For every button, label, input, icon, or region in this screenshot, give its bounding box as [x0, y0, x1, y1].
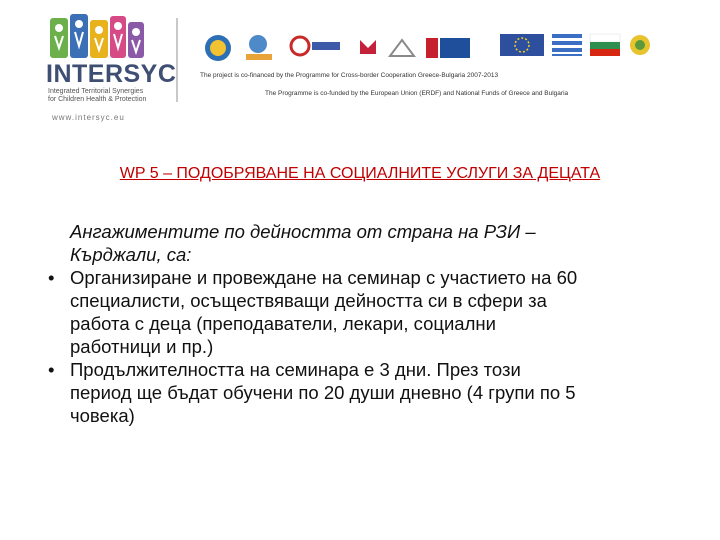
bullet-2-line-1: Продължителността на семинара е 3 дни. През този — [70, 359, 521, 380]
intro-line-2: Кърджали, са: — [70, 244, 192, 265]
programme-line-1: The project is co-financed by the Programme for Cross-border Cooperation Greece-Bulgaria 2007-2013 — [200, 72, 499, 79]
eu-flag-icon — [500, 34, 544, 56]
header-divider — [176, 18, 178, 102]
bulgaria-flag-icon — [590, 34, 620, 56]
bullet-2-line-2: период ще бъдат обучени по 20 души дневно (4 групи по 5 — [70, 382, 576, 403]
bullet-1-line-2: специалисти, осъществяващи дейността си в сфери за — [70, 290, 547, 311]
intro-text — [70, 220, 688, 266]
children-figures-icon — [48, 12, 146, 60]
intro-line-1: Ангажиментите по дейността от страна на РЗИ – — [70, 221, 536, 242]
partner-logo-2-icon — [246, 35, 272, 60]
partner-logo-5-icon — [390, 40, 414, 56]
header-banner — [0, 0, 660, 132]
logo-tagline: Integrated Territorial Synergies for Children Health & Protection — [48, 88, 147, 103]
bullet-2-line-3: човека) — [70, 405, 135, 426]
bullet-item-2 — [48, 358, 688, 427]
slide-body — [48, 220, 688, 427]
bullet-1-line-1: Организиране и провеждане на семинар с участието на 60 — [70, 267, 578, 288]
bullet-icon: • — [48, 267, 55, 288]
bullet-1-line-4: работници и пр.) — [70, 336, 214, 357]
logo-url: www.intersyc.eu — [52, 113, 125, 122]
partner-logos-strip — [200, 26, 660, 72]
bullet-item-1 — [48, 266, 688, 358]
partner-logo-4-icon — [360, 40, 376, 54]
programme-line-2: The Programme is co-funded by the European Union (ERDF) and National Funds of Greece and Bulgaria — [265, 90, 569, 97]
partner-logo-6-icon — [426, 38, 470, 58]
bullet-1-line-3: работа с деца (преподаватели, лекари, социални — [70, 313, 496, 334]
slide-title: WP 5 – ПОДОБРЯВАНЕ НА СОЦИАЛНИТЕ УСЛУГИ ЗА ДЕЦАТА — [119, 165, 601, 182]
partner-logo-1-icon — [205, 35, 231, 61]
intersyc-logo — [38, 8, 177, 124]
logo-wordmark: INTERSYC — [46, 60, 177, 88]
greece-flag-icon — [552, 34, 582, 56]
partner-logo-3-icon — [291, 37, 340, 55]
bullet-icon: • — [48, 359, 55, 380]
programme-logo-icon — [630, 35, 650, 55]
